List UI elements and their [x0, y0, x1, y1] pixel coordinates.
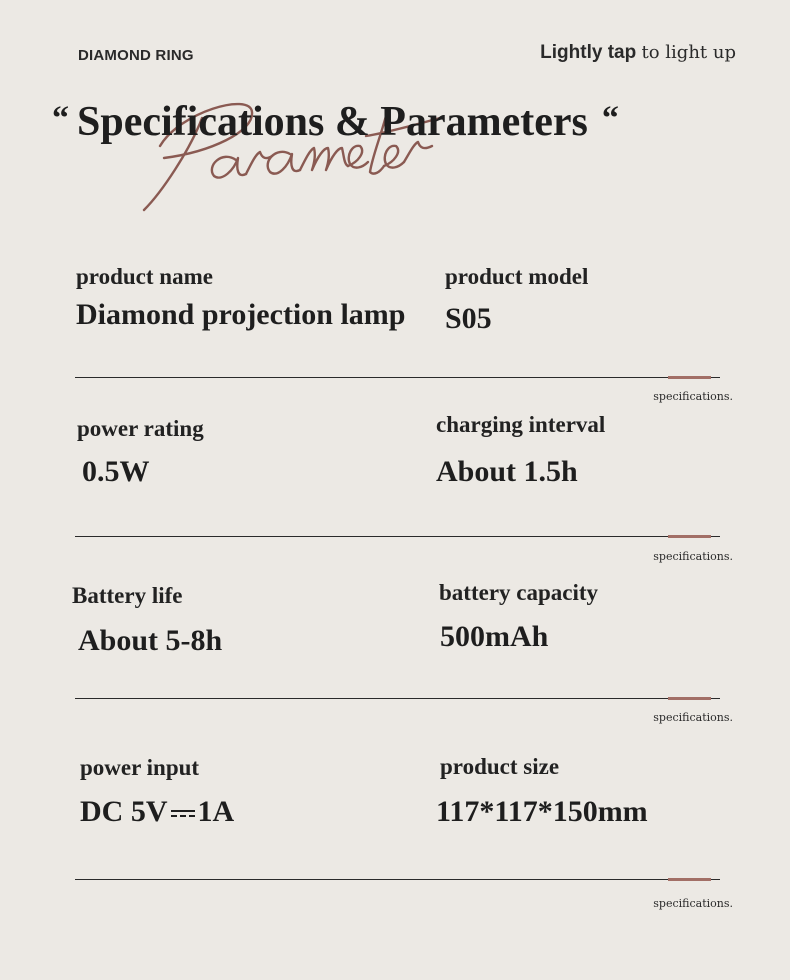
tagline	[540, 42, 736, 64]
divider-note: specifications.	[653, 550, 733, 563]
spec-label-battery-capacity: battery capacity	[439, 580, 599, 605]
divider-line	[75, 879, 720, 880]
spec-label-product-size: product size	[440, 754, 560, 779]
dc-current-icon	[170, 807, 196, 821]
spec-label-power-rating: power rating	[77, 416, 204, 441]
spec-label-product-name: product name	[76, 264, 213, 289]
divider-note: specifications.	[653, 390, 733, 403]
spec-value-battery-life: About 5-8h	[78, 624, 223, 657]
spec-label-charging-interval: charging interval	[436, 412, 606, 437]
divider-line	[75, 698, 720, 699]
power-input-current: 1A	[197, 795, 235, 828]
spec-label-product-model: product model	[445, 264, 589, 289]
spec-value-product-model: S05	[445, 302, 492, 335]
brand-name: DIAMOND RING	[78, 47, 194, 64]
spec-value-power-rating: 0.5W	[82, 455, 150, 488]
spec-label-power-input: power input	[80, 755, 200, 780]
power-input-voltage: DC 5V	[80, 795, 168, 828]
page-title	[52, 98, 619, 146]
divider-note: specifications.	[653, 897, 733, 910]
divider-accent	[668, 697, 711, 700]
divider-note: specifications.	[653, 711, 733, 724]
divider-line	[75, 377, 720, 378]
divider-accent	[668, 878, 711, 881]
divider-accent	[668, 376, 711, 379]
spec-value-power-input	[80, 795, 234, 829]
spec-value-charging-interval: About 1.5h	[436, 455, 578, 488]
tagline-strong: Lightly tap	[540, 42, 637, 63]
divider-line	[75, 536, 720, 537]
spec-label-battery-life: Battery life	[72, 583, 183, 608]
tagline-rest: to light up	[641, 42, 736, 63]
close-quote: “	[601, 100, 619, 137]
spec-value-battery-capacity: 500mAh	[440, 620, 549, 653]
divider-accent	[668, 535, 711, 538]
spec-value-product-name: Diamond projection lamp	[76, 298, 406, 331]
open-quote: “	[52, 100, 69, 137]
spec-value-product-size: 117*117*150mm	[436, 795, 648, 828]
title-text: Specifications & Parameters	[77, 99, 588, 145]
